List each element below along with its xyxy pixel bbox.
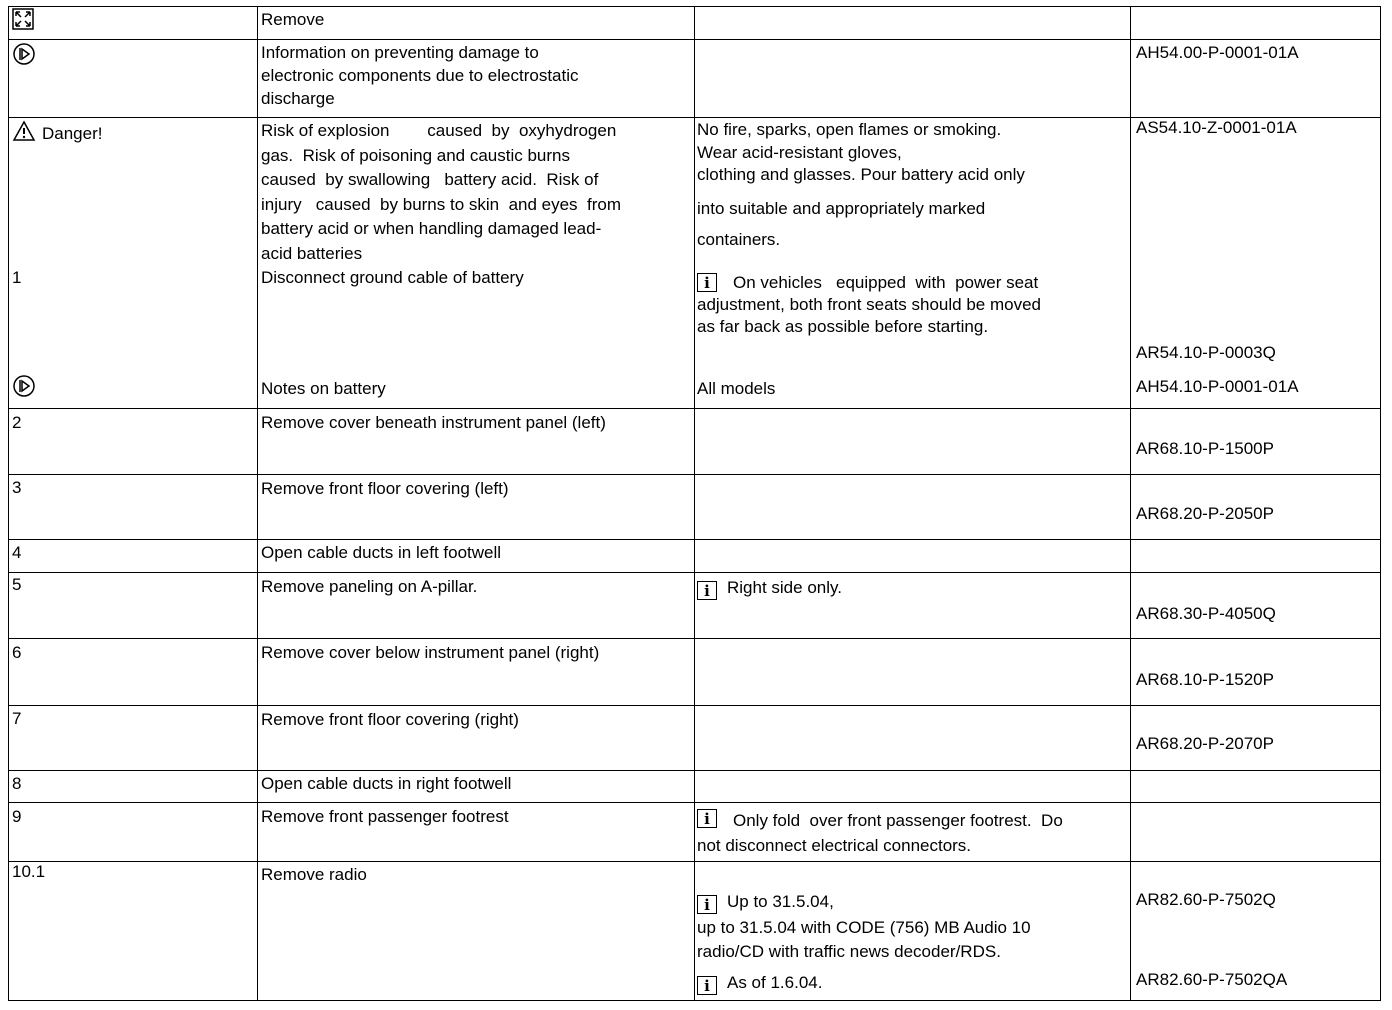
danger-label (12, 120, 102, 145)
row-reference[interactable]: AH54.00-P-0001-01A (1136, 43, 1299, 62)
row-reference[interactable]: AR82.60-P-7502Q (1136, 890, 1276, 909)
info-note-text: On vehicles equipped with power seat adjustment, both front seats should be moved as far back as possible before starting. (697, 273, 1041, 336)
row-reference[interactable]: AH54.10-P-0001-01A (1136, 377, 1299, 396)
row-reference[interactable]: AR54.10-P-0003Q (1136, 343, 1276, 362)
row-reference[interactable]: AS54.10-Z-0001-01A (1136, 118, 1297, 137)
row-action: Remove front floor covering (left) (261, 479, 509, 498)
note-arrow-icon (12, 374, 36, 404)
danger-measures: containers. (697, 230, 781, 249)
step-number: 7 (12, 709, 22, 728)
info-icon: i (697, 895, 717, 914)
info-note (697, 971, 822, 995)
row-reference[interactable]: AR68.20-P-2070P (1136, 734, 1274, 753)
row-reference[interactable]: AR68.10-P-1520P (1136, 670, 1274, 689)
row-action: Remove (261, 10, 325, 29)
info-icon: i (697, 581, 717, 600)
info-note-text: As of 1.6.04. (727, 973, 823, 992)
row-action: Disconnect ground cable of battery (261, 268, 524, 287)
row-reference[interactable]: AR82.60-P-7502QA (1136, 970, 1288, 989)
info-icon: i (697, 976, 717, 995)
note-arrow-icon (12, 42, 36, 72)
row-action: Remove front floor covering (right) (261, 710, 519, 729)
info-icon: i (697, 273, 717, 292)
row-action: Remove paneling on A-pillar. (261, 577, 478, 596)
danger-measures: No fire, sparks, open flames or smoking. Wear acid-resistant gloves, clothing and glasses. Pour battery acid only (697, 120, 1025, 184)
column-divider (1130, 6, 1131, 1001)
step-number: 2 (12, 413, 22, 432)
row-note: All models (697, 379, 776, 398)
row-action: Notes on battery (261, 379, 386, 398)
info-note-text: up to 31.5.04 with CODE (756) MB Audio 10 radio/CD with traffic news decoder/RDS. (697, 918, 1031, 961)
step-number: 10.1 (12, 862, 46, 881)
remove-symbol-icon (12, 8, 34, 36)
step-number: 1 (12, 268, 22, 287)
row-reference[interactable]: AR68.10-P-1500P (1136, 439, 1274, 458)
row-action: Remove cover beneath instrument panel (left) (261, 413, 606, 432)
info-icon: i (697, 809, 717, 828)
row-action: Information on preventing damage to electronic components due to electrostatic discharge (261, 43, 579, 108)
row-reference[interactable]: AR68.20-P-2050P (1136, 504, 1274, 523)
danger-text: Danger! (42, 124, 103, 143)
step-number: 5 (12, 575, 22, 594)
info-note-text: Up to 31.5.04, (727, 892, 834, 911)
row-action: Open cable ducts in left footwell (261, 543, 502, 562)
danger-description: Risk of explosion caused by oxyhydrogen gas. Risk of poisoning and caustic burns caused by swallowing battery acid. Risk of injury caused by burns to skin and eyes from battery acid or when handling damaged lead- acid batteries (261, 121, 622, 263)
row-action: Open cable ducts in right footwell (261, 774, 512, 793)
column-divider (694, 6, 695, 1001)
step-number: 9 (12, 807, 22, 826)
danger-measures: into suitable and appropriately marked (697, 199, 986, 218)
info-note-text: Right side only. (727, 578, 842, 597)
step-number: 8 (12, 774, 22, 793)
step-number: 4 (12, 543, 22, 562)
info-note (697, 576, 842, 600)
row-action: Remove cover below instrument panel (right) (261, 643, 600, 662)
row-action: Remove front passenger footrest (261, 807, 509, 826)
step-number: 6 (12, 643, 22, 662)
row-action: Remove radio (261, 865, 367, 884)
info-note-text: Only fold over front passenger footrest. Do not disconnect electrical connectors. (697, 811, 1063, 855)
column-divider (257, 6, 258, 1001)
row-reference[interactable]: AR68.30-P-4050Q (1136, 604, 1276, 623)
info-note (697, 890, 834, 914)
step-number: 3 (12, 478, 22, 497)
